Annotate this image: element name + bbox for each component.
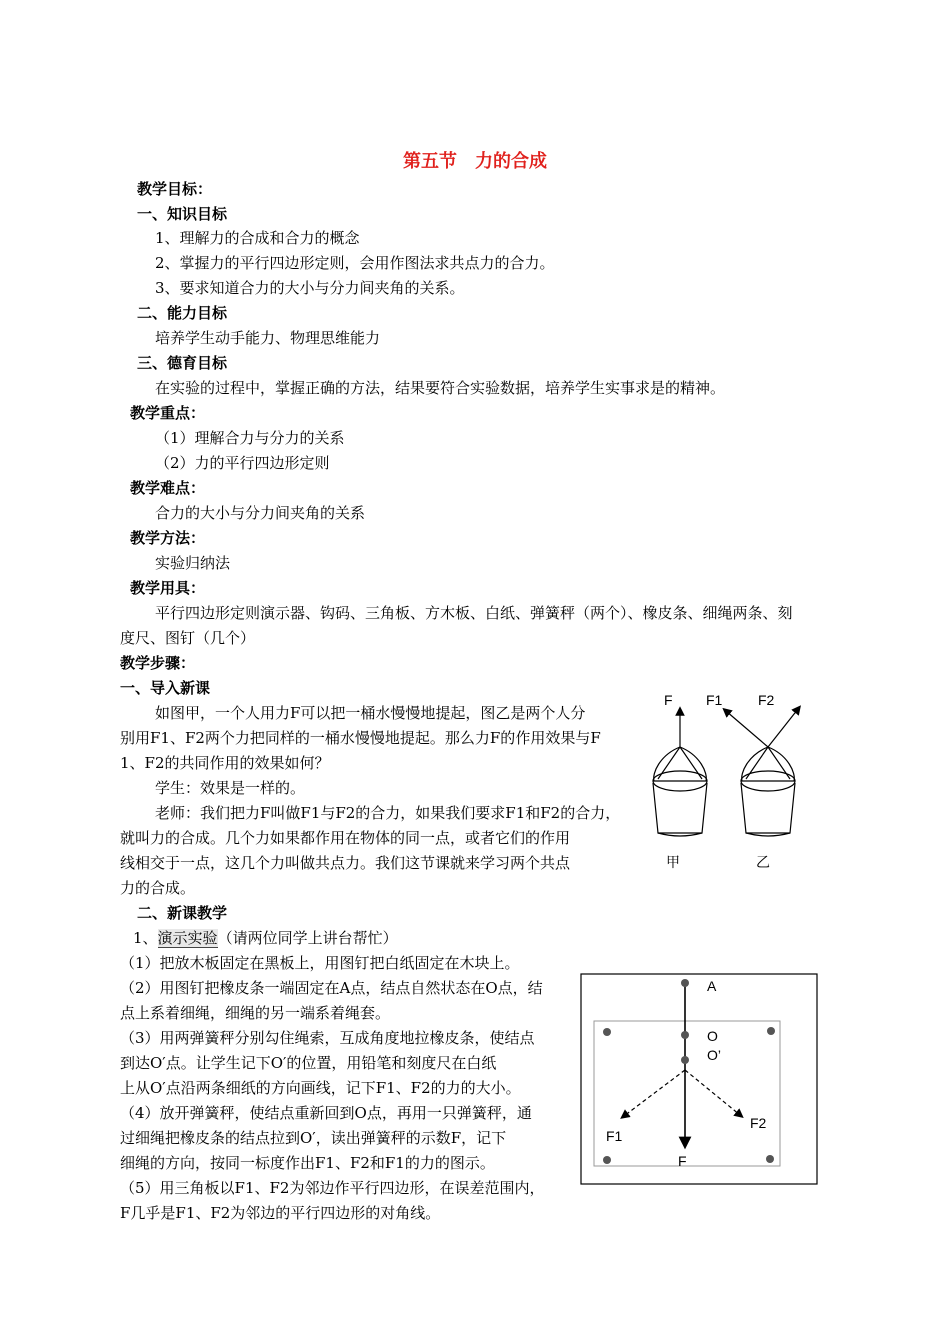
teacher-text: 力的合成。	[120, 879, 196, 897]
tools-text: 平行四边形定则演示器、钩码、三角板、方木板、白纸、弹簧秤（两个）、橡皮条、细绳两条、刻	[155, 604, 793, 622]
step-text: （2）用图钉把橡皮条一端固定在A点，结点自然状态在O点，结	[120, 979, 543, 997]
step-text: （1）把放木板固定在黑板上，用图钉把白纸固定在木块上。	[120, 954, 520, 972]
step-text: 细绳的方向，按同一标度作出F1、F2和F1的力的图示。	[120, 1154, 495, 1172]
key-point-item: （1）理解合力与分力的关系	[155, 429, 345, 447]
f2-line	[685, 1070, 740, 1115]
ability-heading: 二、能力目标	[137, 304, 228, 322]
knowledge-item: 1、理解力的合成和合力的概念	[155, 229, 360, 247]
step-text: 过细绳把橡皮条的结点拉到O′，读出弹簧秤的示数F，记下	[120, 1129, 507, 1147]
bucket-label-f: F	[664, 692, 673, 708]
bucket-figure	[640, 685, 820, 880]
knowledge-item: 3、要求知道合力的大小与分力间夹角的关系。	[155, 279, 465, 297]
key-point-item: （2）力的平行四边形定则	[155, 454, 330, 472]
point-a	[681, 979, 689, 987]
caption-yi: 乙	[756, 854, 770, 870]
point-o	[681, 1031, 689, 1039]
ability-text: 培养学生动手能力、物理思维能力	[155, 329, 381, 347]
pin	[766, 1155, 774, 1163]
step-text: （4）放开弹簧秤，使结点重新回到O点，再用一只弹簧秤，通	[120, 1104, 532, 1122]
method-heading: 教学方法：	[130, 529, 206, 547]
method-text: 实验归纳法	[155, 554, 231, 572]
knowledge-item: 2、掌握力的平行四边形定则，会用作图法求共点力的合力。	[155, 254, 555, 272]
board-label-o: O	[707, 1028, 718, 1044]
objectives-heading: 教学目标：	[137, 180, 213, 198]
step-text: 点上系着细绳，细绳的另一端系着绳套。	[120, 1004, 391, 1022]
board-label-a: A	[707, 978, 717, 994]
page-title: 第五节 力的合成	[403, 151, 547, 172]
teacher-text: 就叫力的合成。几个力如果都作用在物体的同一点，或者它们的作用	[120, 829, 571, 847]
board-label-f2: F2	[750, 1115, 767, 1131]
steps-heading: 教学步骤：	[120, 654, 196, 672]
board-label-f1: F1	[606, 1128, 623, 1144]
bucket-label-f2: F2	[758, 692, 775, 708]
board-label-o-prime: O’	[707, 1047, 721, 1063]
pin	[603, 1028, 611, 1036]
new-lesson-heading: 二、新课教学	[137, 904, 228, 922]
bucket-jia	[653, 711, 707, 836]
intro-paragraph: 1、F2的共同作用的效果如何？	[120, 754, 330, 772]
caption-jia: 甲	[666, 854, 680, 870]
demo-title: 演示实验	[157, 929, 218, 947]
student-answer: 学生：效果是一样的。	[155, 779, 306, 797]
difficulty-heading: 教学难点：	[130, 479, 206, 497]
board-label-f: F	[678, 1153, 687, 1169]
key-points-heading: 教学重点：	[130, 404, 206, 422]
intro-paragraph: 别用F1、F2两个力把同样的一桶水慢慢地提起。那么力F的作用效果与F	[120, 729, 601, 747]
board-paper	[594, 1021, 780, 1166]
bucket-label-f1: F1	[706, 692, 723, 708]
demo-num: 1、	[133, 929, 158, 947]
tools-heading: 教学用具：	[130, 579, 206, 597]
step-text: 上从O′点沿两条细纸的方向画线，记下F1、F2的力的大小。	[120, 1079, 521, 1097]
step-text: （3）用两弹簧秤分别勾住绳索，互成角度地拉橡皮条，使结点	[120, 1029, 535, 1047]
board-figure	[580, 973, 818, 1185]
knowledge-heading: 一、知识目标	[137, 205, 228, 223]
demo-line	[133, 928, 398, 948]
teacher-text: 老师：我们把力F叫做F1与F2的合力，如果我们要求F1和F2的合力，	[155, 804, 621, 822]
f1-line	[624, 1070, 685, 1116]
moral-heading: 三、德育目标	[137, 354, 228, 372]
pin	[603, 1156, 611, 1164]
moral-text: 在实验的过程中，掌握正确的方法，结果要符合实验数据，培养学生实事求是的精神。	[155, 379, 726, 397]
difficulty-text: 合力的大小与分力间夹角的关系	[155, 504, 366, 522]
step-text: F几乎是F1、F2为邻边的平行四边形的对角线。	[120, 1204, 441, 1222]
intro-paragraph: 如图甲，一个人用力F可以把一桶水慢慢地提起，图乙是两个人分	[155, 704, 586, 722]
tools-text: 度尺、图钉（几个）	[120, 629, 256, 647]
intro-heading: 一、导入新课	[120, 679, 211, 697]
bucket-yi	[726, 709, 798, 836]
step-text: 到达O′点。让学生记下O′的位置，用铅笔和刻度尺在白纸	[120, 1054, 497, 1072]
pin	[767, 1027, 775, 1035]
teacher-text: 线相交于一点，这几个力叫做共点力。我们这节课就来学习两个共点	[120, 854, 571, 872]
board-outer	[581, 974, 817, 1184]
step-text: （5）用三角板以F1、F2为邻边作平行四边形，在误差范围内，	[120, 1179, 545, 1197]
point-o-prime	[681, 1056, 689, 1064]
demo-note: （请两位同学上讲台帮忙）	[217, 929, 398, 947]
